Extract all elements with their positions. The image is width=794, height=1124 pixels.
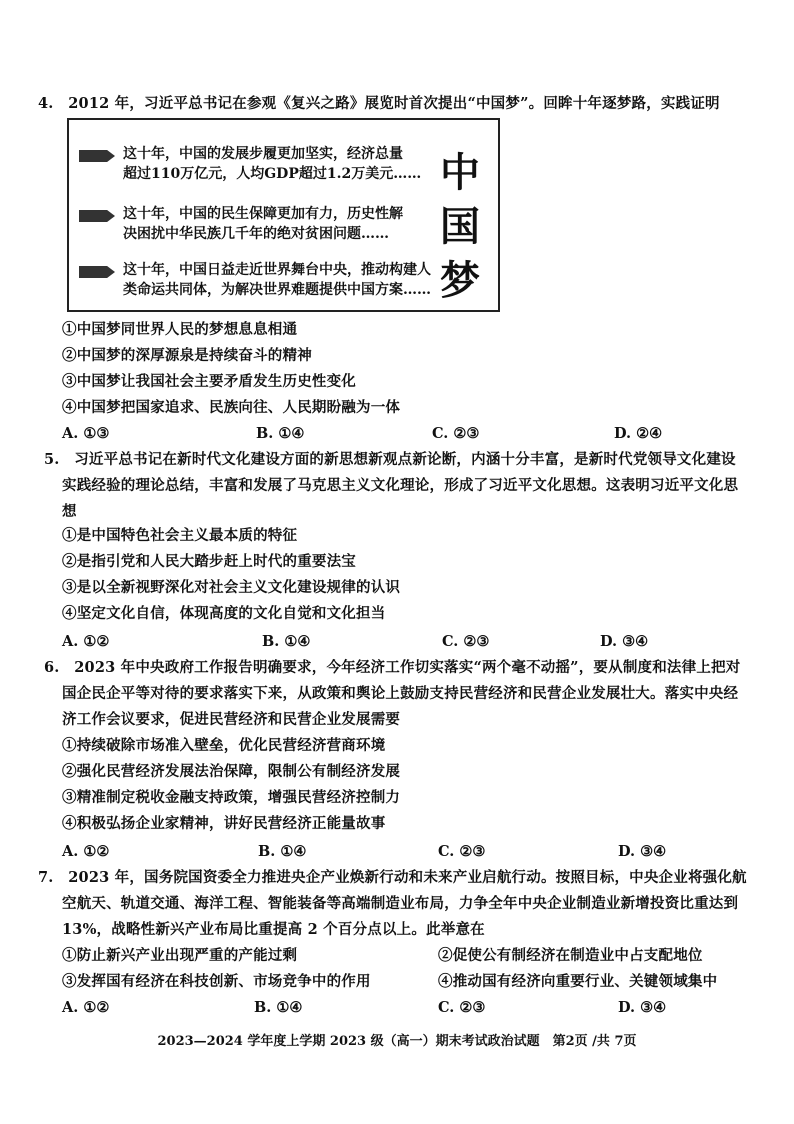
q4-statement-2: ②中国梦的深厚源泉是持续奋斗的精神 bbox=[62, 347, 312, 364]
q7-stem-line-2: 空航天、轨道交通、海洋工程、智能装备等高端制造业布局，力争全年中央企业制造业新增投资比重达到 bbox=[62, 895, 739, 912]
page-footer: 2023—2024 学年度上学期 2023 级（高一）期末考试政治试题 第2页 /共 7页 bbox=[157, 1034, 637, 1049]
q5-stem-line-3: 想 bbox=[62, 503, 77, 520]
q7-option-c[interactable]: C. ②③ bbox=[438, 999, 486, 1016]
q5-option-a[interactable]: A. ①② bbox=[62, 633, 110, 650]
q6-statement-3: ③精准制定税收金融支持政策，增强民营经济控制力 bbox=[62, 789, 401, 806]
q6-statement-2: ②强化民营经济发展法治保障，限制公有制经济发展 bbox=[62, 763, 401, 780]
q4-option-d[interactable]: D. ②④ bbox=[614, 425, 663, 442]
arrow-icon bbox=[79, 150, 115, 162]
q4-material-box bbox=[67, 118, 500, 312]
q5-option-d[interactable]: D. ③④ bbox=[600, 633, 649, 650]
q6-stem-line-1: 6. 2023 年中央政府工作报告明确要求，今年经济工作切实落实“两个毫不动摇”，要从制度和法律上把对 bbox=[44, 659, 741, 676]
dream-char-3: 梦 bbox=[440, 258, 480, 304]
q4-stem: 4. 2012 年，习近平总书记在参观《复兴之路》展览时首次提出“中国梦”。回眸十年逐梦路，实践证明 bbox=[38, 95, 720, 112]
box-item-3-line-1: 这十年，中国日益走近世界舞台中央，推动构建人 bbox=[123, 262, 431, 278]
dream-char-2: 国 bbox=[440, 204, 480, 250]
q5-statement-2: ②是指引党和人民大踏步赶上时代的重要法宝 bbox=[62, 553, 356, 570]
q7-stem-line-1: 7. 2023 年，国务院国资委全力推进央企产业焕新行动和未来产业启航行动。按照目标，中央企业将强化航 bbox=[38, 869, 747, 886]
q5-stem-line-2: 实践经验的理论总结，丰富和发展了马克思主义文化理论，形成了习近平文化思想。这表明习近平文化思 bbox=[62, 477, 739, 494]
q5-option-b[interactable]: B. ①④ bbox=[262, 633, 311, 650]
q7-option-a[interactable]: A. ①② bbox=[62, 999, 110, 1016]
q6-statement-4: ④积极弘扬企业家精神，讲好民营经济正能量故事 bbox=[62, 815, 386, 832]
q4-option-c[interactable]: C. ②③ bbox=[432, 425, 480, 442]
q7-stem-line-3: 13%，战略性新兴产业布局比重提高 2 个百分点以上。此举意在 bbox=[62, 921, 485, 938]
q6-option-b[interactable]: B. ①④ bbox=[258, 843, 307, 860]
arrow-icon bbox=[79, 266, 115, 278]
box-item-1-line-2: 超过110万亿元，人均GDP超过1.2万美元…… bbox=[123, 166, 422, 182]
q4-statement-4: ④中国梦把国家追求、民族向往、人民期盼融为一体 bbox=[62, 399, 401, 416]
dream-char-1: 中 bbox=[440, 150, 480, 196]
q7-statement-4: ④推动国有经济向重要行业、关键领域集中 bbox=[438, 973, 718, 990]
q6-stem-line-2: 国企民企平等对待的要求落实下来，从政策和舆论上鼓励支持民营经济和民营企业发展壮大。落实中央经 bbox=[62, 685, 739, 702]
q6-option-c[interactable]: C. ②③ bbox=[438, 843, 486, 860]
q5-statement-4: ④坚定文化自信，体现高度的文化自觉和文化担当 bbox=[62, 605, 386, 622]
q4-option-a[interactable]: A. ①③ bbox=[62, 425, 110, 442]
q4-statement-1: ①中国梦同世界人民的梦想息息相通 bbox=[62, 321, 298, 338]
q6-stem-line-3: 济工作会议要求，促进民营经济和民营企业发展需要 bbox=[62, 711, 401, 728]
box-item-3-line-2: 类命运共同体，为解决世界难题提供中国方案…… bbox=[123, 282, 431, 298]
q4-option-b[interactable]: B. ①④ bbox=[256, 425, 305, 442]
q5-statement-1: ①是中国特色社会主义最本质的特征 bbox=[62, 527, 298, 544]
box-item-2-line-1: 这十年，中国的民生保障更加有力，历史性解 bbox=[123, 206, 403, 222]
q6-statement-1: ①持续破除市场准入壁垒，优化民营经济营商环境 bbox=[62, 737, 386, 754]
q7-option-d[interactable]: D. ③④ bbox=[618, 999, 667, 1016]
q7-statement-1: ①防止新兴产业出现严重的产能过剩 bbox=[62, 947, 298, 964]
q5-stem-line-1: 5. 习近平总书记在新时代文化建设方面的新思想新观点新论断，内涵十分丰富，是新时代党领导文化建设 bbox=[44, 451, 736, 468]
arrow-icon bbox=[79, 210, 115, 222]
q7-option-b[interactable]: B. ①④ bbox=[254, 999, 303, 1016]
q5-statement-3: ③是以全新视野深化对社会主义文化建设规律的认识 bbox=[62, 579, 401, 596]
q7-statement-2: ②促使公有制经济在制造业中占支配地位 bbox=[438, 947, 703, 964]
q6-option-d[interactable]: D. ③④ bbox=[618, 843, 667, 860]
q4-statement-3: ③中国梦让我国社会主要矛盾发生历史性变化 bbox=[62, 373, 356, 390]
box-item-1-line-1: 这十年，中国的发展步履更加坚实，经济总量 bbox=[123, 146, 403, 162]
q5-option-c[interactable]: C. ②③ bbox=[442, 633, 490, 650]
box-item-2-line-2: 决困扰中华民族几千年的绝对贫困问题…… bbox=[123, 226, 389, 242]
q7-statement-3: ③发挥国有经济在科技创新、市场竞争中的作用 bbox=[62, 973, 371, 990]
q6-option-a[interactable]: A. ①② bbox=[62, 843, 110, 860]
